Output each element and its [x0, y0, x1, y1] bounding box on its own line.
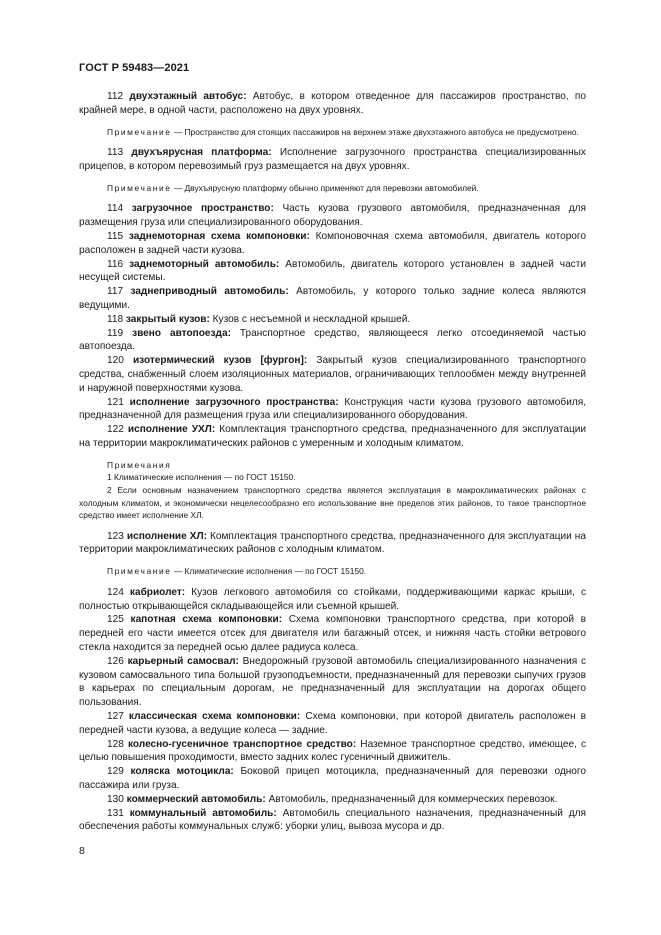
note-label: Примечание [107, 182, 172, 193]
entry-number: 125 [107, 614, 124, 626]
entry-122 [79, 423, 586, 451]
entry-definition: Кузов с несъемной и нескладной крышей. [212, 313, 411, 325]
entry-term: карьерный самосвал: [127, 655, 239, 667]
entry-114 [79, 202, 586, 230]
entry-term: исполнение загрузочного пространства: [129, 396, 339, 408]
note-123 [79, 565, 586, 578]
entry-term: классическая схема компоновки: [128, 711, 301, 723]
entry-term: капотная схема компоновки: [130, 614, 283, 626]
page-content [79, 90, 586, 834]
entry-number: 128 [107, 738, 124, 750]
entry-term: исполнение УХЛ: [127, 424, 216, 436]
entry-term: загрузочное пространство: [131, 203, 274, 215]
entry-definition: Компоновочная схема автомобиля, двигатель которого расположен в задней части кузова. [79, 230, 586, 256]
entry-129 [79, 765, 586, 793]
note-text: — Пространство для стоящих пассажиров на верхнем этаже двухэтажного автобуса не предусмотрено. [173, 126, 579, 137]
entry-term: исполнение ХЛ: [126, 530, 207, 542]
entry-definition: Транспортное средство, являющееся легко отсоединяемой частью автопоезда. [79, 327, 586, 353]
entry-term: коммунальный автомобиль: [129, 807, 277, 819]
entry-number: 131 [107, 807, 124, 819]
entry-definition: Автомобиль, у которого только задние колеса являются ведущими. [79, 286, 586, 311]
entry-definition: Кузов легкового автомобиля со стойками, поддерживающими каркас крыши, с полностью открывающейся складывающейся или съемной крышей. [79, 586, 586, 612]
entry-number: 117 [107, 286, 124, 298]
entry-number: 126 [107, 655, 124, 667]
entry-121 [79, 396, 586, 424]
entry-definition: Автомобиль специального назначения, предназначенный для обеспечения работы коммунальных служб: уборки улиц, вывоза мусора и др. [79, 807, 586, 833]
entry-number: 119 [107, 327, 124, 339]
entry-term: заднемоторная схема компоновки: [128, 230, 310, 242]
entry-definition: Часть кузова грузового автомобиля, предназначенная для размещения груза или специализированного оборудования. [79, 203, 586, 229]
note-label: Примечание [107, 126, 172, 137]
entry-number: 123 [107, 530, 124, 542]
document-header: ГОСТ Р 59483—2021 [79, 62, 190, 74]
notes-122 [79, 459, 586, 522]
entry-120 [79, 354, 586, 395]
note-item: 2 Если основным назначением транспортного средства является эксплуатация в макроклиматических районах с холодным климатом, и экономически нецелесообразно его использование вне пределов этих районов, то такое транспортное средство имеет исполнение ХЛ. [79, 484, 586, 521]
entry-number: 116 [107, 258, 124, 270]
entry-definition: Схема компоновки, при которой двигатель расположен в передней части кузова, а ведущие колеса — задние. [79, 711, 586, 736]
entry-127 [79, 710, 586, 738]
note-text: — Двухъярусную платформу обычно применяют для перевозки автомобилей. [173, 182, 479, 193]
entry-116 [79, 258, 586, 286]
entry-128 [79, 738, 586, 766]
entry-term: кабриолет: [129, 586, 186, 598]
entry-number: 127 [107, 711, 124, 723]
entry-number: 114 [107, 203, 124, 215]
entry-definition: Комплектация транспортного средства, предназначенного для эксплуатации на территории макроклиматических районов с умеренным и холодным климатом. [79, 424, 586, 449]
entry-117 [79, 285, 586, 313]
page-number: 8 [79, 845, 85, 857]
entry-number: 130 [107, 793, 124, 805]
entry-definition: Конструкция части кузова грузового автомобиля, предназначенной для размещения груза или специализированного оборудования. [79, 396, 587, 422]
entry-definition: Закрытый кузов специализированного транспортного средства, снабженный слоем изоляционных материалов, ограничивающих теплообмен между внутренней и наружной поверхностями кузова. [79, 355, 586, 394]
entry-term: закрытый кузов: [125, 313, 210, 325]
entry-113 [79, 146, 586, 174]
entry-number: 113 [107, 147, 124, 159]
entry-number: 124 [107, 586, 124, 598]
entry-number: 118 [107, 313, 124, 325]
entry-definition: Наземное транспортное средство, имеющее, с целью повышения проходимости, вместо задних колес гусеничный движитель. [79, 738, 587, 764]
note-label: Примечания [107, 459, 172, 470]
note-text: — Климатические исполнения — по ГОСТ 15150. [173, 566, 367, 577]
entry-definition: Комплектация транспортного средства, предназначенного для эксплуатации на территории макроклиматических районов с холодным климатом. [79, 530, 586, 556]
entry-124 [79, 586, 586, 614]
notes-label [79, 459, 586, 472]
entry-125 [79, 613, 586, 654]
entry-term: коляска мотоцикла: [130, 766, 234, 778]
entry-130 [79, 793, 586, 807]
note-label: Примечание [107, 566, 172, 577]
entry-definition: Исполнение загрузочного пространства специализированных прицепов, в котором перевозимый груз размещается на двух уровнях. [79, 147, 586, 172]
entry-number: 115 [107, 230, 124, 242]
note-item: 1 Климатические исполнения — по ГОСТ 15150. [107, 472, 296, 483]
entry-118 [79, 313, 586, 327]
entry-definition: Автомобиль, предназначенный для коммерческих перевозок. [268, 793, 558, 805]
entry-term: коммерческий автомобиль: [126, 793, 266, 805]
entry-number: 112 [107, 91, 124, 102]
entry-115 [79, 230, 586, 258]
note-113 [79, 182, 586, 195]
entry-term: заднеприводный автомобиль: [130, 286, 289, 298]
entry-definition: Боковой прицеп мотоцикла, предназначенный для перевозки одного пассажира или груза. [79, 766, 586, 792]
entry-term: двухэтажный автобус: [129, 91, 247, 102]
entry-term: двухъярусная платформа: [131, 147, 272, 159]
entry-definition: Автобус, в котором отведенное для пассажиров пространство, по крайней мере, в одной части, расположено на двух уровнях. [79, 91, 587, 116]
entry-131 [79, 807, 586, 835]
entry-number: 122 [107, 424, 124, 436]
entry-term: колесно-гусеничное транспортное средство: [127, 738, 357, 750]
entry-126 [79, 655, 586, 710]
entry-number: 121 [107, 396, 124, 408]
note-112 [79, 126, 586, 139]
entry-term: изотермический кузов [фургон]: [132, 355, 308, 367]
entry-definition: Автомобиль, двигатель которого установлен в задней части несущей системы. [79, 258, 586, 284]
entry-number: 120 [107, 355, 124, 367]
entry-definition: Схема компоновки транспортного средства, при которой в передней его части имеется отсек для двигателя или багажный отсек, и нижняя часть стойки ветрового стекла находится за передней осью далее радиуса колеса. [79, 614, 586, 654]
entry-definition: Внедорожный грузовой автомобиль специализированного назначения с кузовом самосвального типа большой грузоподъемности, предназначенный для перевозки сыпучих грузов в карьерах по специальным дорогам, не предназначенный для эксплуатации на дорогах общего пользования. [79, 655, 586, 709]
entry-term: заднемоторный автомобиль: [129, 258, 280, 270]
entry-123 [79, 530, 586, 558]
entry-term: звено автопоезда: [132, 327, 231, 339]
entry-number: 129 [107, 766, 124, 778]
entry-112 [79, 90, 586, 118]
entry-119 [79, 327, 586, 355]
